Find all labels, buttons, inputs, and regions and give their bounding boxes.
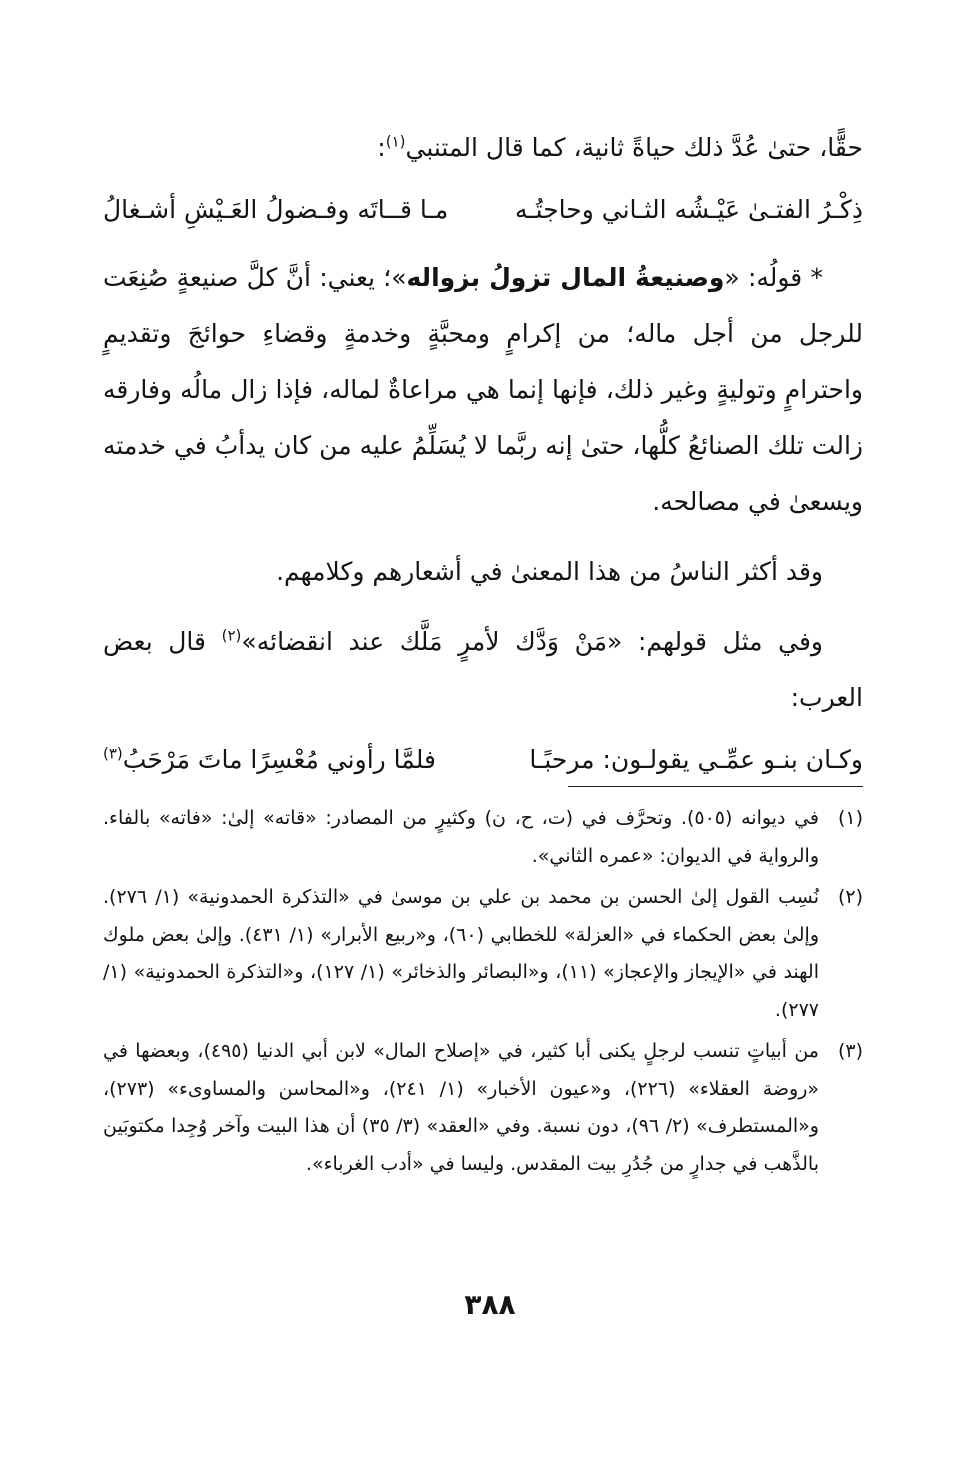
footnote-text: في ديوانه (٥٠٥). وتحرَّف في (ت، ح، ن) وكثيرٍ من المصادر: «قاته» إلىٰ: «فاته» بالفاء. والرواية في الديوان: «عمره الثاني». (103, 807, 819, 867)
intro-line (103, 120, 863, 176)
footnote-number: (١) (837, 807, 863, 829)
commentary-paragraph (103, 250, 863, 530)
footnote-number: (٢) (837, 886, 863, 908)
paragraph-3-tail: قال بعض العرب: (103, 627, 863, 712)
page-number: ٣٨٨ (464, 1288, 516, 1321)
paragraph-3-proverb: وفي مثل قولهم: «مَنْ وَدَّك لأمرٍ مَلَّك عند انقضائه» (241, 627, 823, 656)
verse-1-second-hemistich: مـا قــاتَه وفـضولُ العَـيْشِ أشـغالُ (103, 195, 449, 224)
verse-1-first-hemistich: ذِكْـرُ الفتـىٰ عَيْـشُه الثـاني وحاجتُـه (514, 195, 863, 224)
footnote-1 (103, 800, 863, 875)
paragraph-2: وقد أكثر الناسُ من هذا المعنىٰ في أشعارهم وكلامهم. (276, 557, 823, 586)
footnote-3 (103, 1033, 863, 1183)
footnote-separator (568, 786, 863, 787)
footnote-2 (103, 879, 863, 1029)
verse-2-second-hemistich (103, 732, 436, 788)
footnote-number: (٣) (837, 1040, 863, 1062)
verse-2-second-text: فلمَّا رأوني مُعْسِرًا ماتَ مَرْحَبُ (122, 745, 436, 774)
intro-colon: : (377, 133, 386, 162)
footnotes (103, 800, 863, 1187)
footnote-ref-3: (٣) (103, 744, 123, 763)
commentary-lead: * قولُه: « (724, 263, 823, 292)
verse-2 (103, 732, 863, 788)
paragraph-3 (103, 614, 863, 726)
commentary-quote: وصنيعةُ المال تزولُ بزواله (406, 263, 725, 292)
intro-text: حقًّا، حتىٰ عُدَّ ذلك حياةً ثانية، كما قال المتنبي (405, 133, 863, 162)
main-text (103, 120, 863, 800)
commentary-body: »؛ يعني: أنَّ كلَّ صنيعةٍ صُنِعَت للرجل من أجل ماله؛ من إكرامٍ ومحبَّةٍ وخدمةٍ وقضاءِ حوائجَ وتقديمٍ واحترامٍ وتوليةٍ وغير ذلك، فإنها إنما هي مراعاةٌ لماله، فإذا زال مالُه وفارقه زالت تلك الصنائعُ كلُّها، حتىٰ إنه ربَّما لا يُسَلِّمُ عليه من كان يدأبُ في خدمته ويسعىٰ في مصالحه. (103, 263, 863, 516)
verse-2-first-hemistich: وكـان بنـو عمِّـي يقولـون: مرحبًـا (529, 745, 863, 774)
footnote-ref-1: (١) (385, 132, 406, 151)
footnote-text: نُسِب القول إلىٰ الحسن بن محمد بن علي بن موسىٰ في «التذكرة الحمدونية» (١/ ٢٧٦). وإلىٰ بعض الحكماء في «العزلة» للخطابي (٦٠)، و«ربيع الأبرار» (١/ ٤٣١). وإلىٰ بعض ملوك الهند في «الإيجاز والإعجاز» (١١)، و«البصائر والذخائر» (١/ ١٢٧)، و«التذكرة الحمدونية» (١/ ٢٧٧). (103, 886, 820, 1021)
verse-1 (103, 182, 863, 238)
footnote-text: من أبياتٍ تنسب لرجلٍ يكنى أبا كثير، في «إصلاح المال» لابن أبي الدنيا (٤٩٥)، وبعضها في «روضة العقلاء» (٢٢٦)، و«عيون الأخبار» (١/ ٢٤١)، و«المحاسن والمساوىء» (٢٧٣)، و«المستطرف» (٢/ ٩٦)، دون نسبة. وفي «العقد» (٣/ ٣٥) أن هذا البيت وآخر وُجِدا مكتوبَين بالذَّهب في جدارٍ من جُدُرِ بيت المقدس. وليسا في «أدب الغرباء». (103, 1040, 819, 1175)
footnote-ref-2: (٢) (221, 626, 242, 645)
